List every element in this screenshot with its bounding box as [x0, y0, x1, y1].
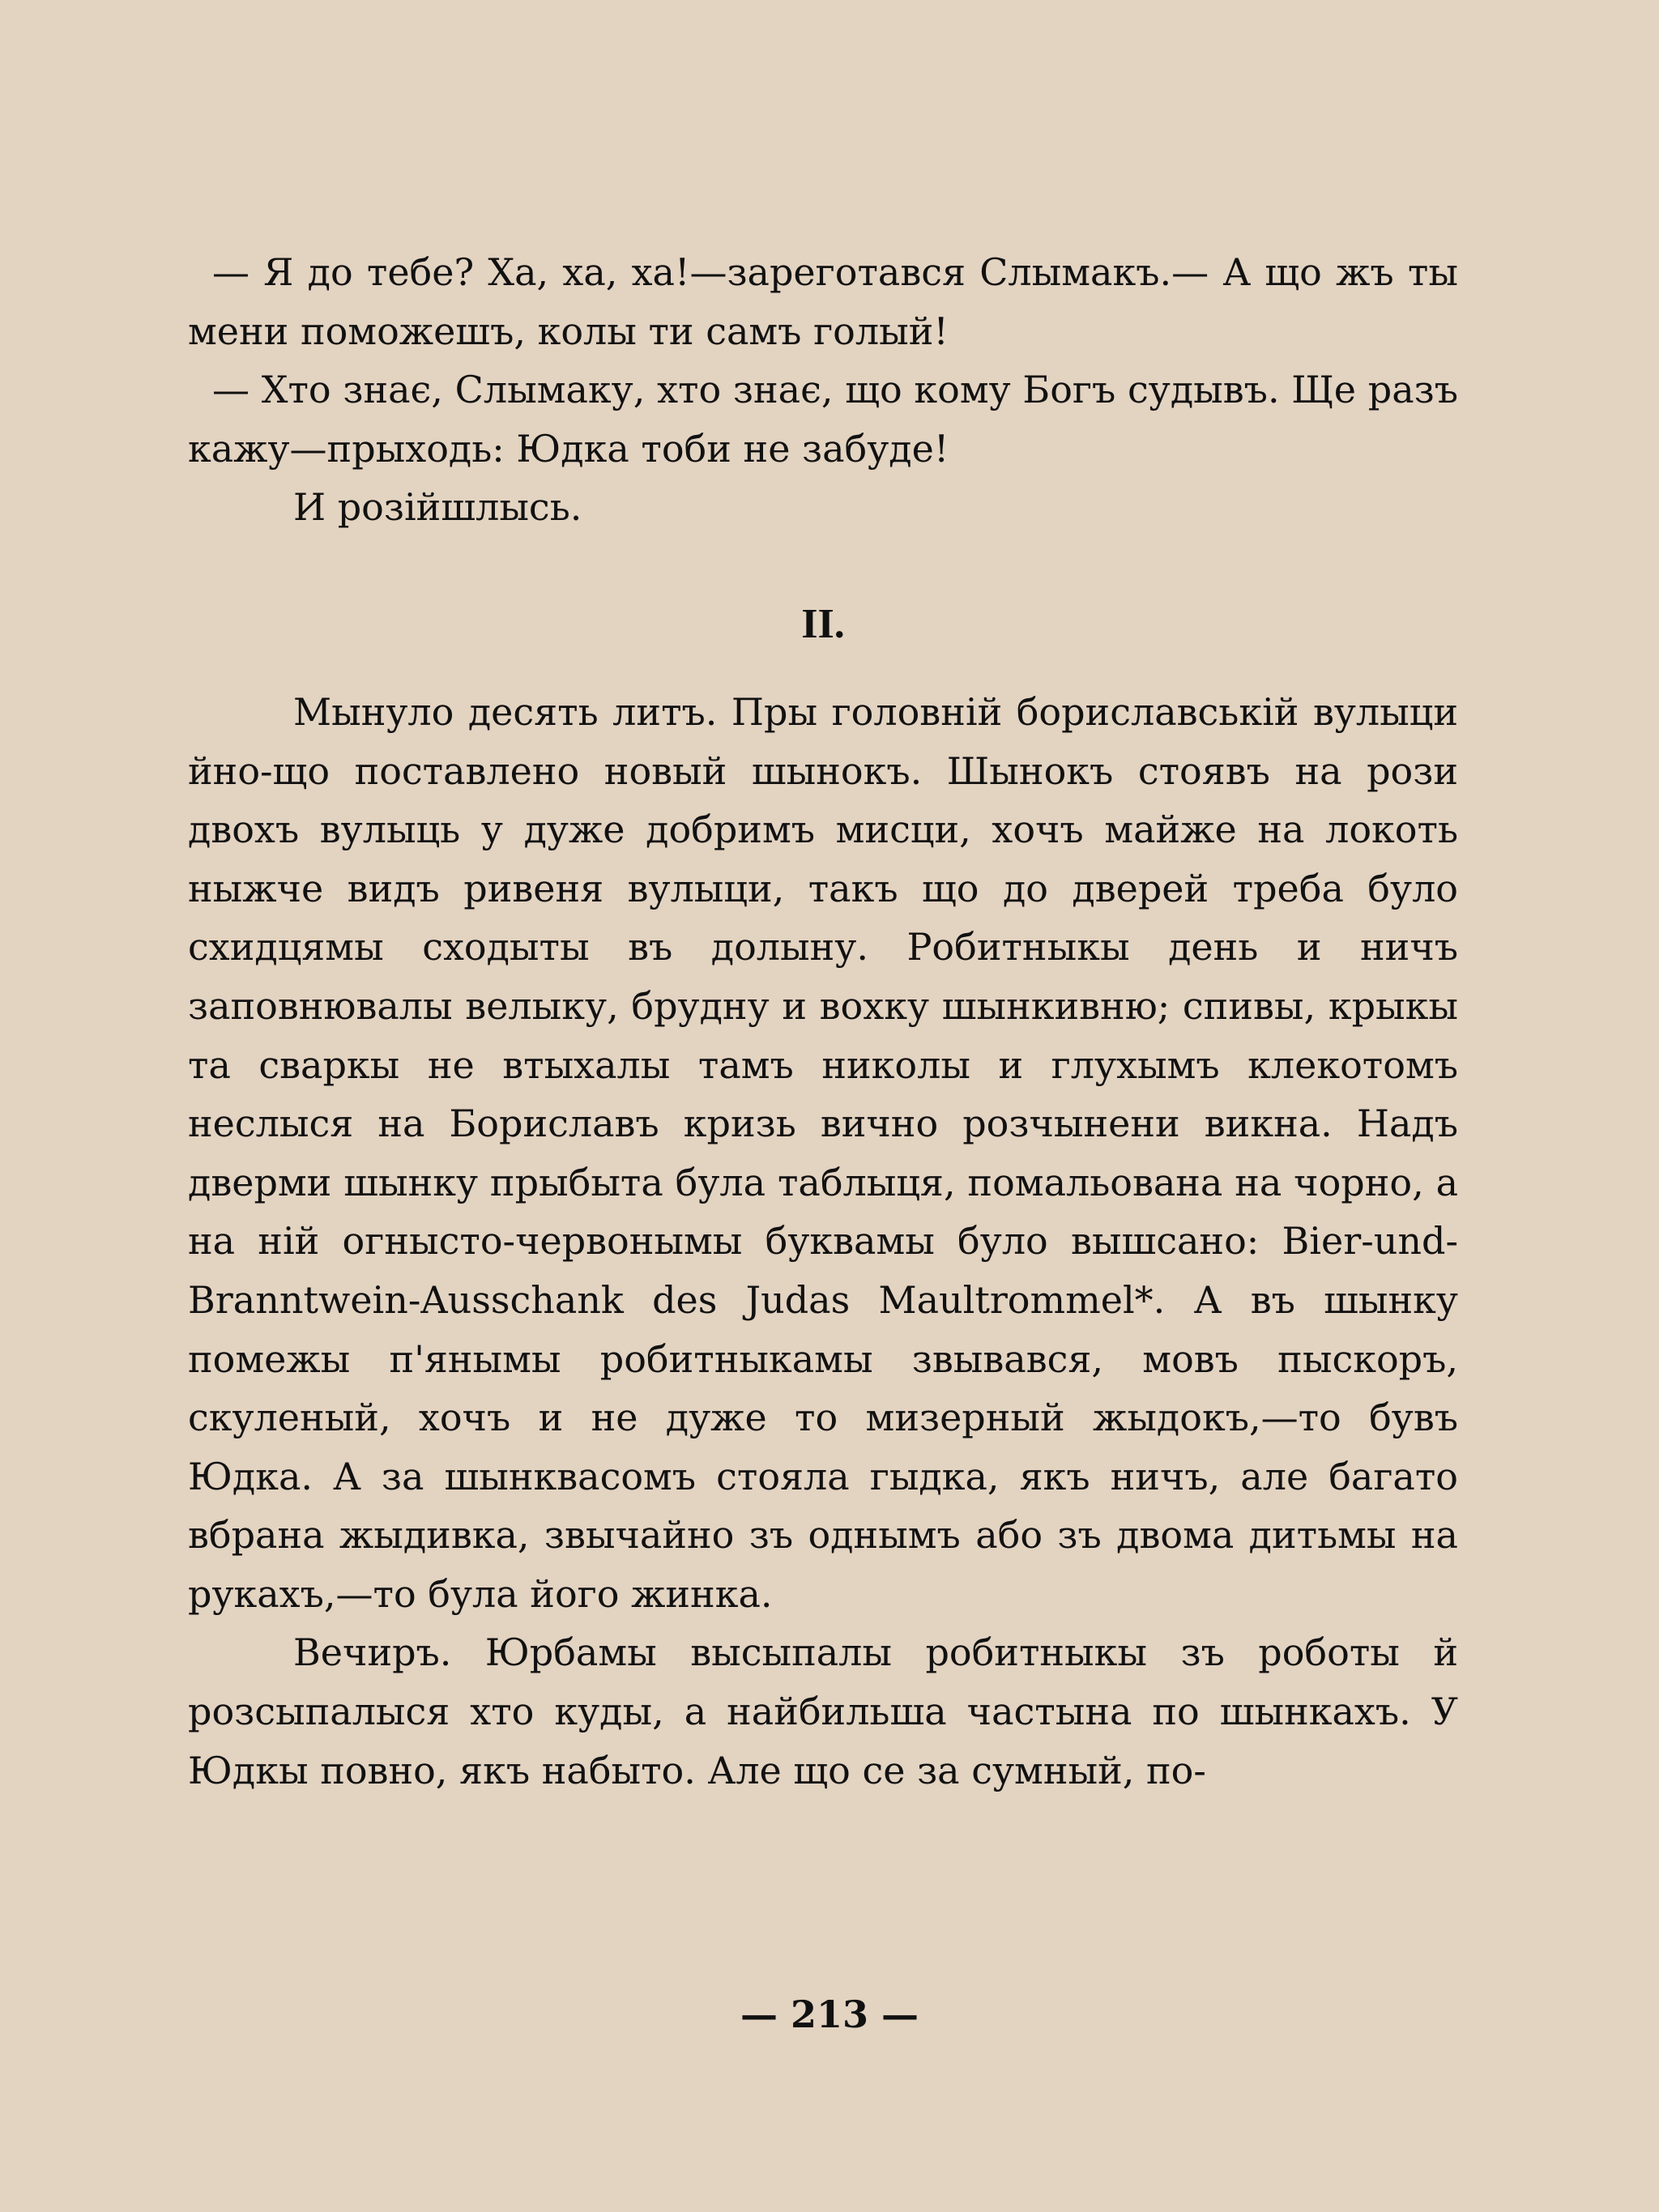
paragraph-3: И розійшлысь. [293, 485, 582, 530]
paragraph-4: Мынуло десять литъ. Пры головній бориславській вулыци йно-що поставлено новый шынокъ. Шынокъ стоявъ на рози двохъ вулыць у дуже добримъ мисци, хочъ майже на локоть ныжче видъ ривеня вулыци, такъ що до дверей треба було схидцямы сходыты въ долыну. Робитныкы день и ничъ заповнювалы велыку, брудну и вохку шынкивню; спивы, крыкы та сваркы не втыхалы тамъ николы и глухымъ клекотомъ неслыся на Бориславъ кризь вично розчынени викна. Надъ дверми шынку прыбыта була таблыця, помальована на чорно, а на ній огнысто-червонымы буквамы було вышсано: Bier-und-Branntwein-Ausschank des Judas Maultrommel*. А въ шынку помежы п'янымы робитныкамы звывався, мовъ пыскоръ, скуленый, хочъ и не дуже то мизерный жыдокъ,—то бувъ Юдка. А за шынквасомъ стояла гыдка, якъ ничъ, але багато вбрана жыдивка, звычайно зъ однымъ або зъ двома дитьмы на рукахъ,—то була його жинка. [188, 689, 1458, 1616]
section-heading: II. [801, 600, 845, 647]
page-number: — 213 — [740, 1993, 919, 2036]
paragraph-2: — Хто знає, Слымаку, хто знає, що кому Богъ судывъ. Ще разъ кажу—прыходь: Юдка тоби не забуде! [188, 368, 1458, 471]
paragraph-1: — Я до тебе? Ха, ха, ха!—зареготався Слымакъ.— А що жъ ты мени поможешъ, колы ти самъ голый! [188, 250, 1458, 353]
paragraph-5: Вечиръ. Юрбамы высыпалы робитныкы зъ роботы й розсыпалыся хто куды, а найбильша частына по шынкахъ. У Юдкы повно, якъ набыто. Але що се за сумный, по- [188, 1630, 1458, 1792]
page-body [188, 243, 1458, 1800]
